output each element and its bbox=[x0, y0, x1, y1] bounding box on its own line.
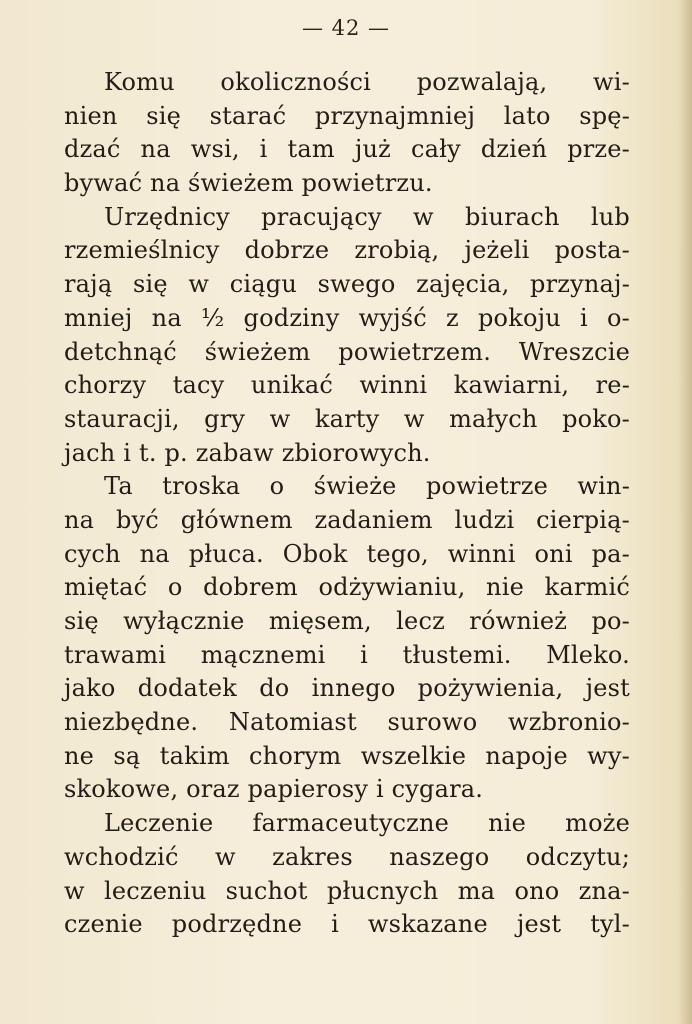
text-line: w leczeniu suchot płucnych ma ono zna- bbox=[64, 876, 630, 905]
text-line: bywać na świeżem powietrzu. bbox=[64, 169, 433, 198]
text-line: niezbędne. Natomiast surowo wzbronio- bbox=[64, 708, 630, 737]
text-line: rają się w ciągu swego zajęcia, przynaj- bbox=[64, 270, 630, 299]
text-line: stauracji, gry w karty w małych poko- bbox=[64, 404, 630, 433]
text-line: jako dodatek do innego pożywienia, jest bbox=[64, 674, 630, 703]
text-line: Ta troska o świeże powietrze win- bbox=[104, 472, 630, 501]
text-line: czenie podrzędne i wskazane jest tyl- bbox=[64, 910, 630, 939]
text-line: wchodzić w zakres naszego odczytu; bbox=[64, 842, 630, 871]
text-line: chorzy tacy unikać winni kawiarni, re- bbox=[64, 371, 630, 400]
text-line: się wyłącznie mięsem, lecz również po- bbox=[64, 607, 630, 635]
text-line: ne są takim chorym wszelkie napoje wy- bbox=[64, 741, 630, 770]
text-line: nien się starać przynajmniej lato spę- bbox=[64, 101, 630, 130]
text-line: Leczenie farmaceutyczne nie może bbox=[104, 809, 630, 838]
text-line: rzemieślnicy dobrze zrobią, jeżeli posta- bbox=[64, 236, 630, 265]
text-line: Urzędnicy pracujący w biurach lub bbox=[104, 202, 630, 231]
text-line: Komu okoliczności pozwalają, wi- bbox=[104, 68, 630, 96]
text-line: dzać na wsi, i tam już cały dzień prze- bbox=[64, 135, 630, 164]
page-number-header: — 42 — bbox=[301, 16, 391, 40]
text-line: jach i t. p. zabaw zbiorowych. bbox=[64, 438, 431, 467]
text-line: miętać o dobrem odżywianiu, nie karmić bbox=[64, 573, 630, 602]
text-line: skokowe, oraz papierosy i cygara. bbox=[64, 775, 484, 804]
text-line: detchnąć świeżem powietrzem. Wreszcie bbox=[64, 337, 630, 366]
body-text bbox=[64, 66, 630, 942]
text-line: trawami mącznemi i tłustemi. Mleko. bbox=[64, 640, 630, 669]
text-line: na być głównem zadaniem ludzi cierpią- bbox=[64, 505, 630, 534]
text-line: cych na płuca. Obok tego, winni oni pa- bbox=[64, 539, 630, 568]
page-edge-shadow bbox=[678, 0, 692, 1024]
text-line: mniej na ½ godziny wyjść z pokoju i o- bbox=[64, 303, 630, 332]
